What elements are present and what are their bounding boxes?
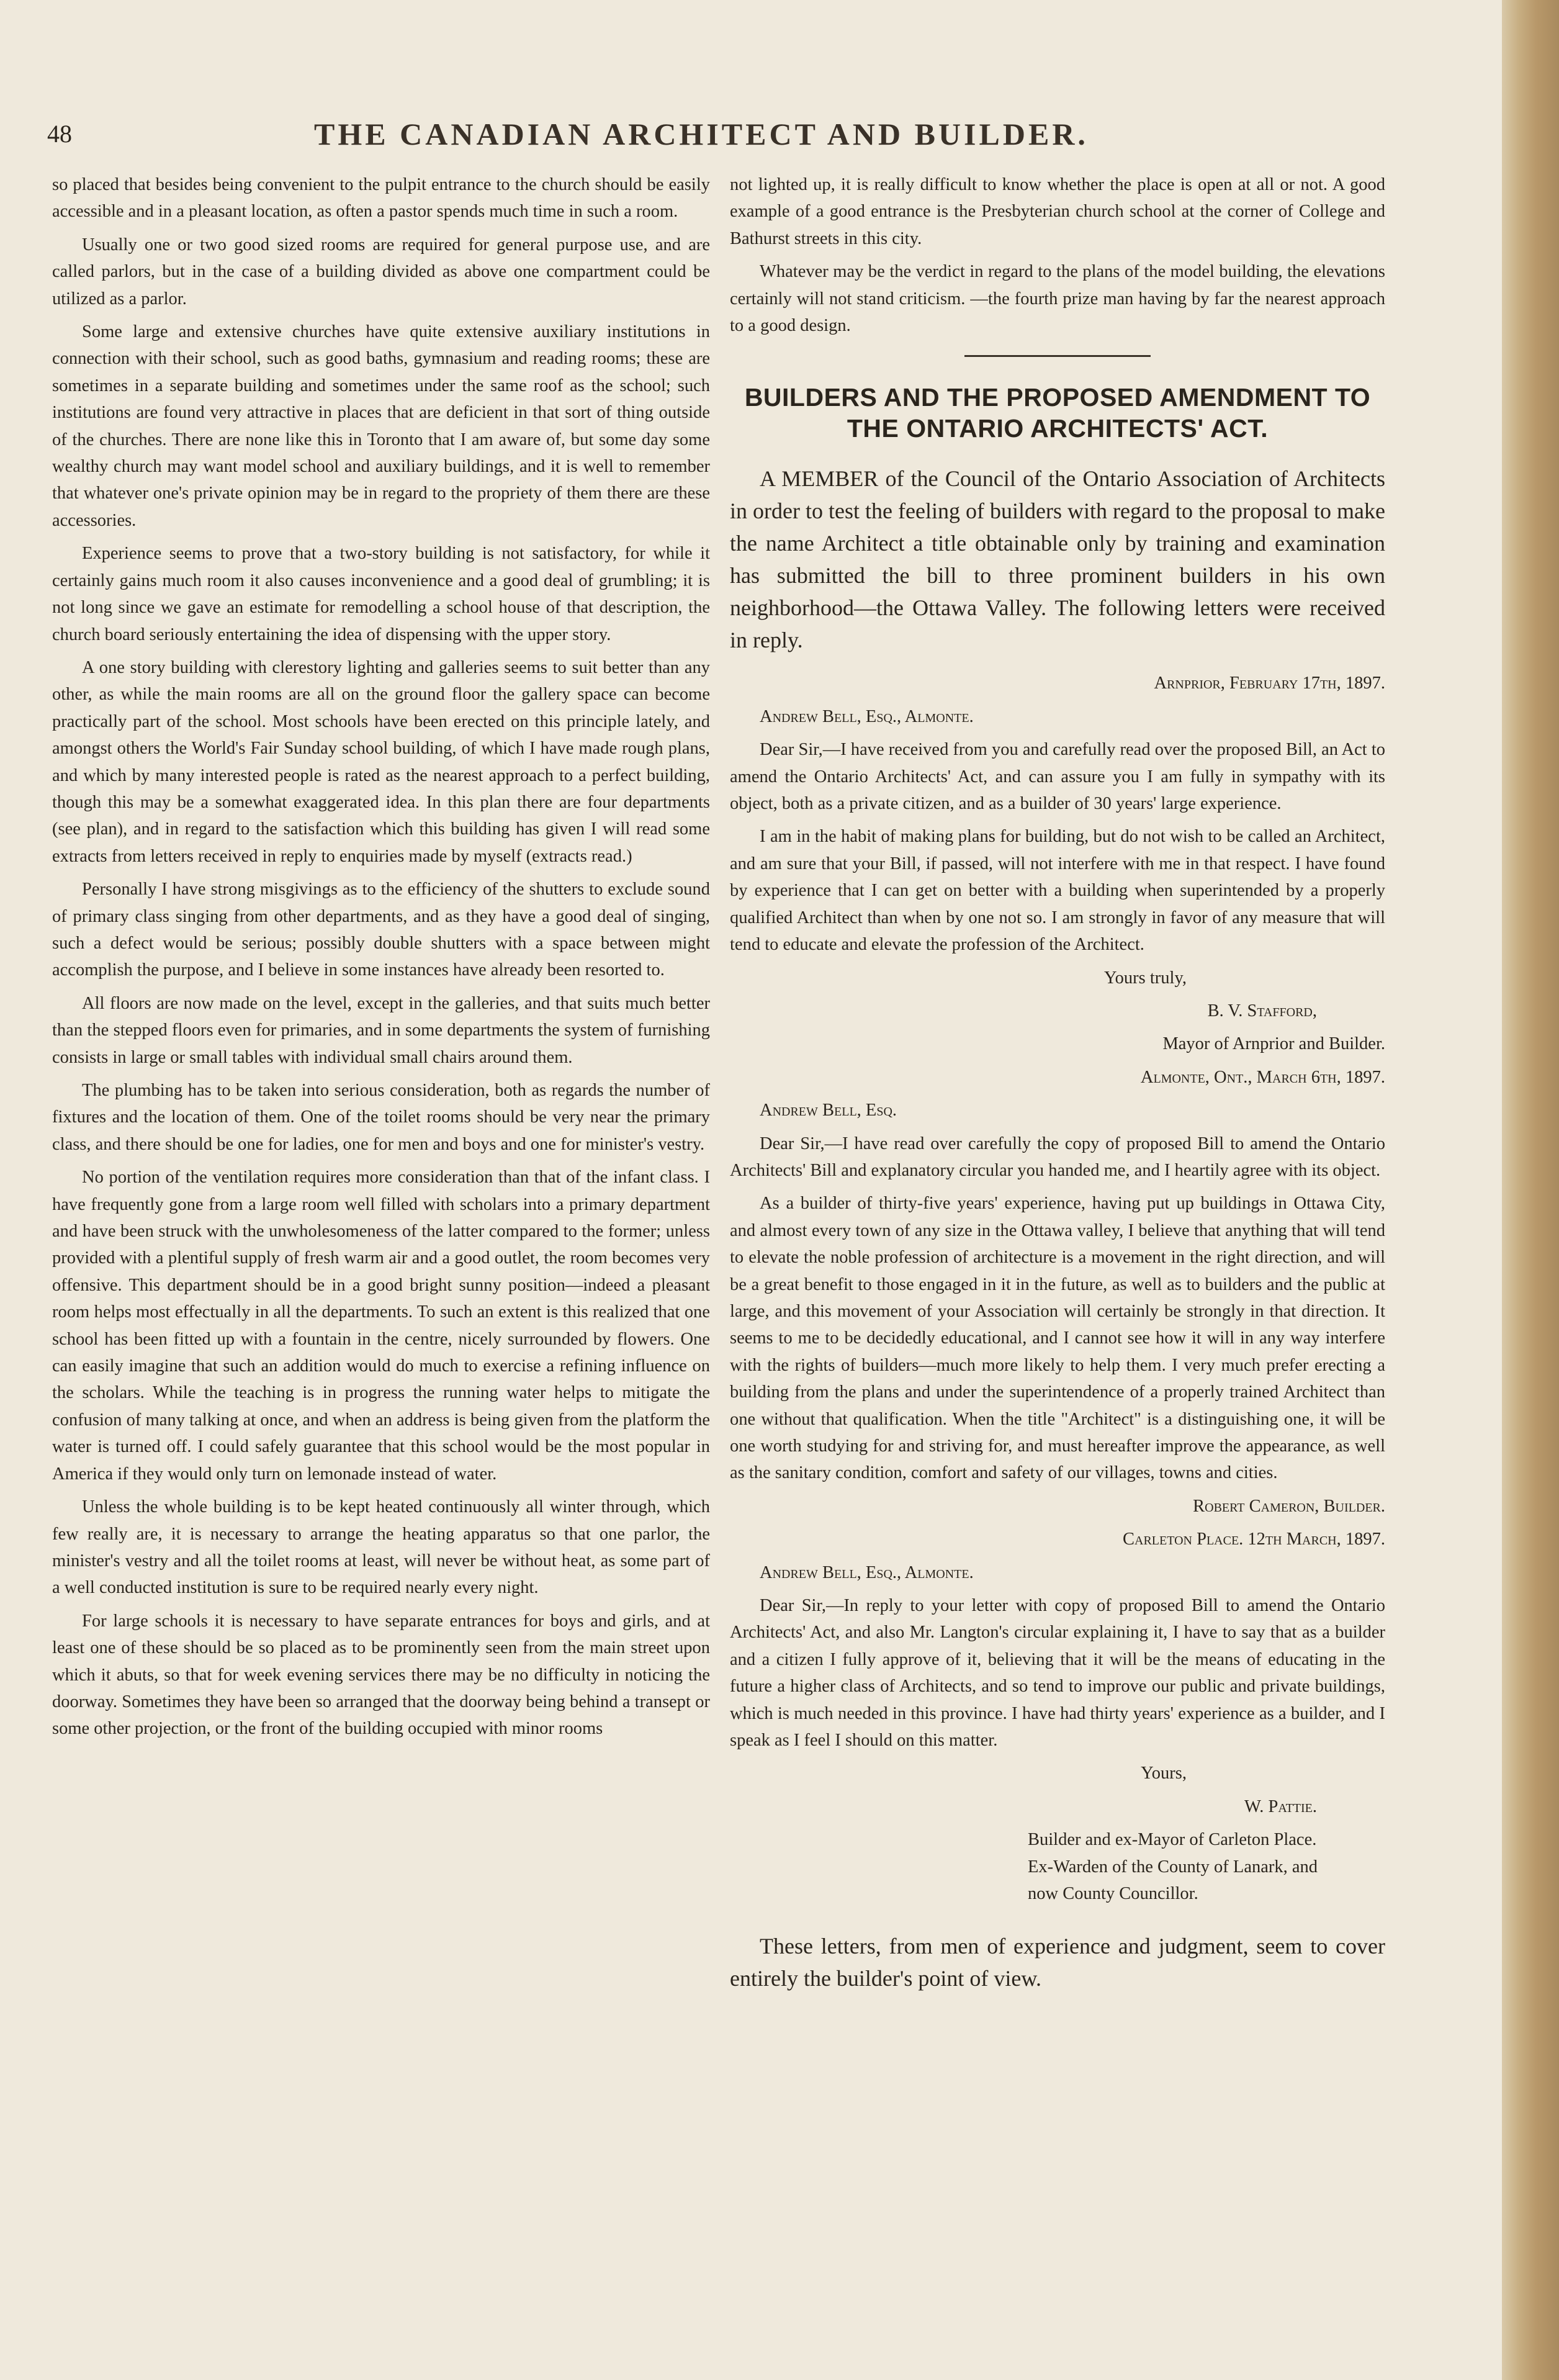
letter-closing: Yours, [1141, 1764, 1187, 1783]
letter-paragraph: Dear Sir,—I have received from you and carefully read over the proposed Bill, an Act to amend the Ontario Architects' Act, and can assure you I am fully in sympathy with its object, both as a private citizen, and as a builder of 30 years' large experience. [730, 740, 1385, 814]
paragraph: No portion of the ventilation requires more consideration than that of the infant class. I have frequently gone from a large room well filled with scholars into a primary department and have been struck with the unwholesomeness of the latter compared to the former; unless provided with a plentiful supply of fresh warm air and a good outlet, the room becomes very offensive. This department should be in a good bright sunny position—indeed a pleasant room helps most effectually in all the departments. To such an extent is this realized that one school has been fitted up with a fountain in the centre, nicely surrounded by flowers. One can easily imagine that such an addition would do much to exercise a refining influence on the scholars. While the teaching is in progress the running water helps to mitigate the confusion of many talking at once, and when an address is being given from the platform the water is turned off. I could safely guarantee that this school would be the most popular in America if they would only turn on lemonade instead of water. [52, 1168, 710, 1484]
letter-signer: B. V. Stafford, [1207, 1001, 1317, 1021]
letter-addressee: Andrew Bell, Esq., Almonte. [760, 1562, 974, 1582]
paragraph: Personally I have strong misgivings as to the efficiency of the shutters to exclude sound of primary class singing from other departments, and as they have a good deal of singing, such a defect would be serious; possibly double shutters with a space between might accomplish the purpose, and I believe in some instances have already been resorted to. [52, 880, 710, 980]
paragraph: All floors are now made on the level, except in the galleries, and that suits much better than the stepped floors even for primaries, and in some departments the system of furnishing consists in large or small tables with individual small chairs around them. [52, 993, 710, 1067]
letter-dateline: Carleton Place. 12th March, 1897. [1123, 1530, 1385, 1549]
letter-signer: W. Pattie. [1244, 1796, 1317, 1816]
intro-paragraph: A MEMBER of the Council of the Ontario Association of Architects in order to test the feeling of builders with regard to the proposal to make the name Architect a title obtainable only by training and examination has submitted the bill to three prominent builders in his own neighborhood—the Ottawa Valley. The following letters were received in reply. [730, 466, 1385, 653]
letter-dateline: Almonte, Ont., March 6th, 1897. [1140, 1067, 1385, 1087]
letter-cameron [730, 1064, 1385, 1520]
signer-title-line: now County Councillor. [1028, 1884, 1198, 1904]
paragraph: so placed that besides being convenient to the pulpit entrance to the church should be easily accessible and in a pleasant location, as often a pastor spends much time in such a room. [52, 175, 710, 222]
letter-addressee: Andrew Bell, Esq. [760, 1101, 897, 1120]
letter-pattie [730, 1526, 1385, 1907]
paragraph: For large schools it is necessary to have separate entrances for boys and girls, and at least one of these should be so placed as to be prominently seen from the main street upon which it abuts, so that for week evening services there may be no difficulty in noticing the doorway. Sometimes they have been so arranged that the doorway being behind a transept or some other projection, or the front of the building occupied with minor rooms [52, 1611, 710, 1739]
left-column [52, 171, 710, 1749]
letter-paragraph: Dear Sir,—I have read over carefully the copy of proposed Bill to amend the Ontario Architects' Bill and explanatory circular you handed me, and I heartily agree with its object. [730, 1134, 1385, 1180]
letter-signer: Robert Cameron, Builder. [1193, 1496, 1385, 1516]
letter-paragraph: I am in the habit of making plans for building, but do not wish to be called an Architect, and am sure that your Bill, if passed, will not interfere with me in that respect. I have found by experience that I can get on better with a building when superintended by a properly qualified Architect than when by one not so. I am strongly in favor of any measure that will tend to educate and elevate the profession of the Architect. [730, 827, 1385, 955]
paragraph: Usually one or two good sized rooms are required for general purpose use, and are called parlors, but in the case of a building divided as above one compartment could be utilized as a parlor. [52, 235, 710, 309]
paragraph: Some large and extensive churches have quite extensive auxiliary institutions in connection with their school, such as good baths, gymnasium and reading rooms; these are sometimes in a separate building and sometimes under the same roof as the school; such institutions are found very attractive in places that are deficient in that sort of thing outside of the churches. There are none like this in Toronto that I am aware of, but some day some wealthy church may want model school and auxiliary buildings, and it is well to remember that whatever one's private opinion may be in regard to the propriety of them there are these accessories. [52, 322, 710, 530]
letter-closing: Yours truly, [1103, 968, 1187, 988]
masthead: THE CANADIAN ARCHITECT AND BUILDER. [314, 117, 1089, 151]
paragraph: Whatever may be the verdict in regard to the plans of the model building, the elevations certainly will not stand criticism. —the fourth prize man having by far the nearest approach to a good design. [730, 262, 1385, 336]
letter-signer-title: Mayor of Arnprior and Builder. [1162, 1034, 1385, 1054]
letter-paragraph: Dear Sir,—In reply to your letter with copy of proposed Bill to amend the Ontario Architects' Act, and also Mr. Langton's circular explaining it, I have to say that as a builder and a citizen I fully approve of it, believing that it will be the means of educating in the future a higher class of Architects, and so tend to improve our public and private buildings, which is much needed in this province. I have had thirty years' experience as a builder, and I speak as I feel I should on this matter. [730, 1596, 1385, 1751]
signer-title-line: Builder and ex-Mayor of Carleton Place. [1028, 1830, 1317, 1850]
paragraph: not lighted up, it is really difficult to know whether the place is open at all or not. A good example of a good entrance is the Presbyterian church school at the corner of College and Bathurst streets in this city. [730, 175, 1385, 248]
section-divider [964, 355, 1151, 357]
article-conclusion [730, 1930, 1385, 1995]
paragraph: Unless the whole building is to be kept heated continuously all winter through, which few really are, it is necessary to arrange the heating apparatus so that one parlor, the minister's vestry and all the toilet rooms at least, will never be without heat, as some part of a well conducted institution is sure to be required nearly every night. [52, 1497, 710, 1598]
article-intro [730, 462, 1385, 656]
signer-title-line: Ex-Warden of the County of Lanark, and [1028, 1857, 1318, 1877]
page-number: 48 [47, 120, 72, 148]
paragraph: Experience seems to prove that a two-story building is not satisfactory, for while it certainly gains much room it also causes inconvenience and a good deal of grumbling; it is not long since we gave an estimate for remodelling a school house of that description, the church board seriously entertaining the idea of dispensing with the upper story. [52, 544, 710, 644]
page-header [0, 115, 1502, 153]
paragraph: A one story building with clerestory lighting and galleries seems to suit better than any other, as while the main rooms are all on the ground floor the gallery space can become practically part of the school. Most schools have been erected on this principle lately, and amongst others the World's Fair Sunday school building, of which I have made rough plans, and which by many interested people is rated as the nearest approach to a perfect building, though this may be a somewhat exaggerated idea. In this plan there are four departments (see plan), and in regard to the satisfaction which this building has given I will read some extracts from letters received in reply to enquiries made by myself (extracts read.) [52, 657, 710, 866]
letter-stafford [730, 670, 1385, 1057]
letter-paragraph: As a builder of thirty-five years' experience, having put up buildings in Ottawa City, and almost every town of any size in the Ottawa valley, I believe that anything that will tend to elevate the noble profession of architecture is a movement in the right direction, and will be a great benefit to those engaged in it in the future, as well as to builders and the public at large, and this movement of your Association will certainly be strongly in that direction. It seems to me to be decidedly educational, and I cannot see how it will in any way interfere with the rights of builders—much more likely to help them. I very much prefer erecting a building from the plans and under the superintendence of a properly trained Architect than one without that qualification. When the title "Architect" is a distinguishing one, it will be one worth studying for and striving for, and must hereafter improve the appearance, as well as the sanitary condition, comfort and safety of our villages, towns and cities. [730, 1194, 1385, 1483]
letter-dateline: Arnprior, February 17th, 1897. [1154, 674, 1385, 693]
paragraph: The plumbing has to be taken into serious consideration, both as regards the number of fixtures and the location of them. One of the toilet rooms should be very near the primary class, and there should be one for ladies, one for men and boys and one for minister's vestry. [52, 1081, 710, 1154]
letter-addressee: Andrew Bell, Esq., Almonte. [760, 706, 974, 726]
page-edge [1502, 0, 1559, 2380]
article-headline: BUILDERS AND THE PROPOSED AMENDMENT TO THE ONTARIO ARCHITECTS' ACT. [744, 383, 1371, 443]
right-column [730, 171, 1385, 1995]
letter-signer-titles [1028, 1826, 1385, 1907]
conclusion-paragraph: These letters, from men of experience and judgment, seem to cover entirely the builder's point of view. [730, 1933, 1385, 1991]
